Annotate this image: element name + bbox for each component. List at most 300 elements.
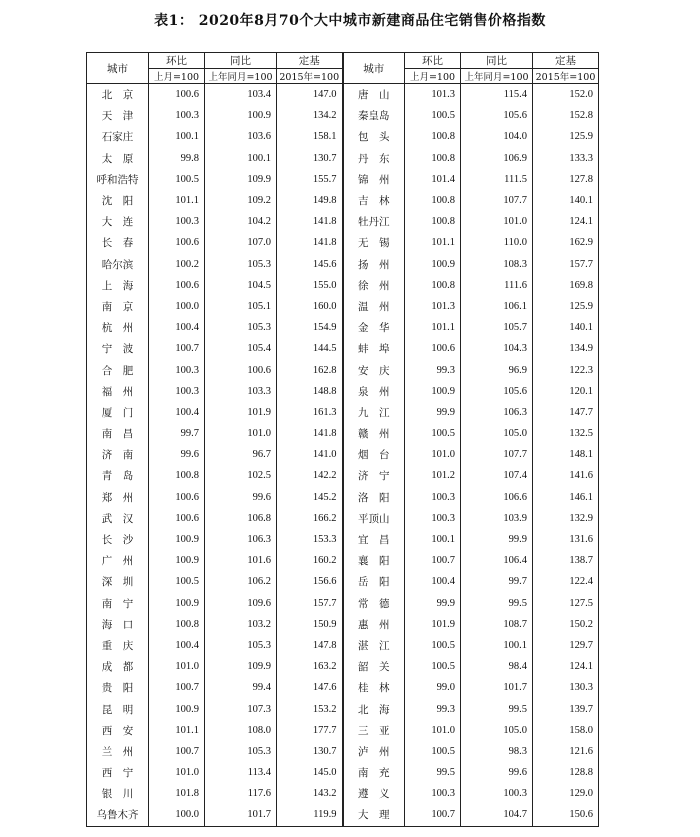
cell-yoy-left: 100.1 (205, 148, 277, 169)
cell-mom-right: 100.4 (405, 571, 461, 592)
cell-base-right: 131.6 (533, 529, 599, 550)
cell-mom-left: 101.8 (149, 783, 205, 804)
header-mom-sub-right: 上月=100 (405, 69, 461, 84)
cell-yoy-left: 105.4 (205, 338, 277, 359)
cell-mom-right: 100.9 (405, 254, 461, 275)
table-row (87, 465, 599, 486)
cell-mom-left: 100.3 (149, 211, 205, 232)
cell-mom-right: 100.8 (405, 126, 461, 147)
cell-mom-left: 100.8 (149, 465, 205, 486)
cell-yoy-left: 109.2 (205, 190, 277, 211)
cell-mom-right: 99.9 (405, 402, 461, 423)
table-row (87, 402, 599, 423)
cell-city-left: 长 春 (87, 232, 149, 253)
cell-base-right: 139.7 (533, 698, 599, 719)
cell-city-left: 济 南 (87, 444, 149, 465)
cell-yoy-right: 106.3 (461, 402, 533, 423)
cell-city-right: 泉 州 (343, 381, 405, 402)
cell-yoy-right: 105.7 (461, 317, 533, 338)
cell-base-right: 158.0 (533, 720, 599, 741)
cell-base-left: 157.7 (277, 593, 343, 614)
cell-city-left: 宁 波 (87, 338, 149, 359)
cell-yoy-left: 108.0 (205, 720, 277, 741)
cell-city-left: 上 海 (87, 275, 149, 296)
cell-yoy-left: 109.6 (205, 593, 277, 614)
cell-mom-right: 101.0 (405, 720, 461, 741)
cell-mom-left: 100.9 (149, 529, 205, 550)
cell-mom-left: 100.7 (149, 741, 205, 762)
cell-yoy-right: 96.9 (461, 359, 533, 380)
cell-base-right: 122.4 (533, 571, 599, 592)
cell-yoy-right: 99.9 (461, 529, 533, 550)
cell-city-right: 无 锡 (343, 232, 405, 253)
cell-yoy-right: 107.7 (461, 190, 533, 211)
cell-city-left: 银 川 (87, 783, 149, 804)
cell-base-left: 145.2 (277, 487, 343, 508)
cell-city-left: 乌鲁木齐 (87, 804, 149, 826)
cell-mom-right: 100.3 (405, 783, 461, 804)
table-row (87, 317, 599, 338)
cell-base-left: 130.7 (277, 148, 343, 169)
cell-yoy-right: 106.9 (461, 148, 533, 169)
cell-yoy-right: 105.6 (461, 381, 533, 402)
cell-city-left: 石家庄 (87, 126, 149, 147)
cell-yoy-right: 107.7 (461, 444, 533, 465)
cell-base-left: 153.3 (277, 529, 343, 550)
cell-mom-right: 100.7 (405, 550, 461, 571)
cell-city-right: 包 头 (343, 126, 405, 147)
cell-yoy-left: 101.6 (205, 550, 277, 571)
cell-city-right: 安 庆 (343, 359, 405, 380)
cell-base-left: 119.9 (277, 804, 343, 826)
cell-yoy-right: 105.6 (461, 105, 533, 126)
cell-mom-right: 99.3 (405, 359, 461, 380)
cell-city-left: 郑 州 (87, 487, 149, 508)
cell-city-left: 长 沙 (87, 529, 149, 550)
cell-yoy-right: 99.7 (461, 571, 533, 592)
cell-base-right: 122.3 (533, 359, 599, 380)
cell-city-left: 合 肥 (87, 359, 149, 380)
cell-city-left: 大 连 (87, 211, 149, 232)
cell-city-right: 韶 关 (343, 656, 405, 677)
cell-city-right: 南 充 (343, 762, 405, 783)
cell-mom-right: 100.5 (405, 635, 461, 656)
cell-mom-left: 100.8 (149, 614, 205, 635)
cell-mom-left: 100.6 (149, 275, 205, 296)
cell-city-left: 广 州 (87, 550, 149, 571)
cell-yoy-left: 106.2 (205, 571, 277, 592)
cell-city-right: 宜 昌 (343, 529, 405, 550)
cell-city-left: 西 安 (87, 720, 149, 741)
cell-city-right: 九 江 (343, 402, 405, 423)
cell-city-right: 徐 州 (343, 275, 405, 296)
table-row (87, 84, 599, 106)
cell-city-right: 唐 山 (343, 84, 405, 106)
cell-base-right: 128.8 (533, 762, 599, 783)
cell-base-right: 127.5 (533, 593, 599, 614)
cell-base-right: 162.9 (533, 232, 599, 253)
cell-yoy-left: 103.2 (205, 614, 277, 635)
cell-city-right: 锦 州 (343, 169, 405, 190)
cell-city-right: 秦皇岛 (343, 105, 405, 126)
cell-city-left: 沈 阳 (87, 190, 149, 211)
cell-mom-right: 101.1 (405, 232, 461, 253)
cell-mom-left: 101.1 (149, 720, 205, 741)
cell-base-left: 141.0 (277, 444, 343, 465)
cell-yoy-right: 111.6 (461, 275, 533, 296)
cell-yoy-left: 103.6 (205, 126, 277, 147)
cell-mom-left: 99.8 (149, 148, 205, 169)
cell-city-right: 遵 义 (343, 783, 405, 804)
table-row (87, 635, 599, 656)
cell-city-left: 深 圳 (87, 571, 149, 592)
table-row (87, 804, 599, 826)
cell-mom-left: 100.9 (149, 550, 205, 571)
cell-yoy-right: 104.0 (461, 126, 533, 147)
cell-mom-right: 100.8 (405, 148, 461, 169)
cell-city-left: 武 汉 (87, 508, 149, 529)
cell-mom-left: 100.4 (149, 635, 205, 656)
cell-mom-left: 100.4 (149, 402, 205, 423)
cell-mom-left: 100.9 (149, 593, 205, 614)
cell-base-left: 149.8 (277, 190, 343, 211)
cell-mom-right: 100.5 (405, 423, 461, 444)
header-yoy-sub-right: 上年同月=100 (461, 69, 533, 84)
cell-city-right: 蚌 埠 (343, 338, 405, 359)
cell-city-right: 烟 台 (343, 444, 405, 465)
cell-mom-right: 101.3 (405, 296, 461, 317)
cell-city-right: 北 海 (343, 698, 405, 719)
table-row (87, 762, 599, 783)
cell-city-right: 襄 阳 (343, 550, 405, 571)
cell-yoy-left: 106.3 (205, 529, 277, 550)
cell-mom-right: 101.1 (405, 317, 461, 338)
cell-city-right: 常 德 (343, 593, 405, 614)
cell-yoy-left: 105.3 (205, 741, 277, 762)
cell-yoy-left: 109.9 (205, 656, 277, 677)
cell-base-right: 138.7 (533, 550, 599, 571)
cell-city-right: 扬 州 (343, 254, 405, 275)
cell-mom-right: 100.8 (405, 190, 461, 211)
cell-yoy-left: 102.5 (205, 465, 277, 486)
cell-base-right: 148.1 (533, 444, 599, 465)
cell-mom-left: 100.5 (149, 169, 205, 190)
cell-mom-right: 101.4 (405, 169, 461, 190)
table-row (87, 254, 599, 275)
cell-mom-right: 101.0 (405, 444, 461, 465)
cell-yoy-right: 103.9 (461, 508, 533, 529)
cell-yoy-left: 100.9 (205, 105, 277, 126)
cell-yoy-right: 105.0 (461, 423, 533, 444)
cell-base-left: 155.7 (277, 169, 343, 190)
cell-base-left: 148.8 (277, 381, 343, 402)
cell-mom-right: 100.3 (405, 487, 461, 508)
cell-mom-right: 100.3 (405, 508, 461, 529)
cell-base-right: 147.7 (533, 402, 599, 423)
cell-yoy-left: 105.3 (205, 635, 277, 656)
cell-base-left: 162.8 (277, 359, 343, 380)
cell-city-right: 平顶山 (343, 508, 405, 529)
table-row (87, 275, 599, 296)
header-base-left: 定基 (277, 53, 343, 69)
cell-mom-left: 101.0 (149, 762, 205, 783)
cell-yoy-right: 100.1 (461, 635, 533, 656)
cell-city-left: 哈尔滨 (87, 254, 149, 275)
table-row (87, 741, 599, 762)
cell-base-left: 161.3 (277, 402, 343, 423)
cell-yoy-left: 101.0 (205, 423, 277, 444)
cell-yoy-right: 108.7 (461, 614, 533, 635)
cell-base-left: 154.9 (277, 317, 343, 338)
table-row (87, 359, 599, 380)
cell-base-left: 130.7 (277, 741, 343, 762)
cell-yoy-right: 101.0 (461, 211, 533, 232)
header-city-left: 城市 (87, 53, 149, 84)
cell-mom-right: 101.9 (405, 614, 461, 635)
cell-base-right: 146.1 (533, 487, 599, 508)
cell-base-left: 141.8 (277, 211, 343, 232)
cell-yoy-left: 96.7 (205, 444, 277, 465)
cell-yoy-right: 111.5 (461, 169, 533, 190)
cell-city-left: 厦 门 (87, 402, 149, 423)
cell-yoy-right: 106.6 (461, 487, 533, 508)
cell-mom-left: 100.6 (149, 508, 205, 529)
table-row (87, 593, 599, 614)
header-yoy-left: 同比 (205, 53, 277, 69)
cell-yoy-left: 109.9 (205, 169, 277, 190)
cell-yoy-left: 100.6 (205, 359, 277, 380)
cell-yoy-left: 103.3 (205, 381, 277, 402)
cell-city-left: 福 州 (87, 381, 149, 402)
cell-base-left: 144.5 (277, 338, 343, 359)
cell-base-right: 152.0 (533, 84, 599, 106)
cell-base-right: 140.1 (533, 190, 599, 211)
cell-base-left: 143.2 (277, 783, 343, 804)
table-row (87, 720, 599, 741)
cell-yoy-left: 106.8 (205, 508, 277, 529)
cell-mom-left: 100.6 (149, 487, 205, 508)
header-base-right: 定基 (533, 53, 599, 69)
header-yoy-sub-left: 上年同月=100 (205, 69, 277, 84)
cell-city-right: 济 宁 (343, 465, 405, 486)
cell-city-left: 贵 阳 (87, 677, 149, 698)
table-row (87, 423, 599, 444)
cell-city-right: 金 华 (343, 317, 405, 338)
cell-mom-left: 100.6 (149, 232, 205, 253)
cell-base-right: 124.1 (533, 211, 599, 232)
cell-city-left: 南 昌 (87, 423, 149, 444)
cell-yoy-right: 104.7 (461, 804, 533, 826)
cell-base-right: 132.5 (533, 423, 599, 444)
cell-city-left: 南 宁 (87, 593, 149, 614)
cell-base-right: 152.8 (533, 105, 599, 126)
cell-mom-left: 100.7 (149, 677, 205, 698)
table-row (87, 296, 599, 317)
table-row (87, 169, 599, 190)
table-row (87, 677, 599, 698)
cell-yoy-right: 98.4 (461, 656, 533, 677)
cell-city-right: 大 理 (343, 804, 405, 826)
cell-base-left: 160.0 (277, 296, 343, 317)
header-yoy-right: 同比 (461, 53, 533, 69)
cell-city-left: 天 津 (87, 105, 149, 126)
cell-base-right: 150.2 (533, 614, 599, 635)
table-row (87, 105, 599, 126)
cell-mom-right: 100.7 (405, 804, 461, 826)
cell-yoy-right: 106.1 (461, 296, 533, 317)
table-row (87, 148, 599, 169)
cell-mom-right: 99.3 (405, 698, 461, 719)
cell-yoy-left: 105.1 (205, 296, 277, 317)
cell-yoy-left: 105.3 (205, 254, 277, 275)
cell-yoy-right: 115.4 (461, 84, 533, 106)
cell-base-left: 134.2 (277, 105, 343, 126)
cell-mom-left: 100.0 (149, 804, 205, 826)
cell-yoy-left: 99.4 (205, 677, 277, 698)
cell-city-right: 牡丹江 (343, 211, 405, 232)
cell-city-left: 兰 州 (87, 741, 149, 762)
cell-mom-left: 100.0 (149, 296, 205, 317)
table-row (87, 338, 599, 359)
cell-city-left: 海 口 (87, 614, 149, 635)
cell-base-right: 125.9 (533, 296, 599, 317)
table-row (87, 656, 599, 677)
table-row (87, 508, 599, 529)
cell-city-left: 呼和浩特 (87, 169, 149, 190)
cell-city-left: 北 京 (87, 84, 149, 106)
cell-base-left: 147.6 (277, 677, 343, 698)
table-row (87, 381, 599, 402)
cell-mom-left: 100.9 (149, 698, 205, 719)
header-mom-sub-left: 上月=100 (149, 69, 205, 84)
cell-mom-left: 100.1 (149, 126, 205, 147)
cell-base-left: 166.2 (277, 508, 343, 529)
cell-city-right: 桂 林 (343, 677, 405, 698)
table-row (87, 614, 599, 635)
cell-yoy-right: 98.3 (461, 741, 533, 762)
cell-mom-left: 101.0 (149, 656, 205, 677)
cell-base-right: 150.6 (533, 804, 599, 826)
table-row (87, 444, 599, 465)
table-row (87, 211, 599, 232)
cell-base-right: 120.1 (533, 381, 599, 402)
cell-base-left: 160.2 (277, 550, 343, 571)
cell-city-left: 南 京 (87, 296, 149, 317)
table-row (87, 487, 599, 508)
cell-yoy-right: 99.6 (461, 762, 533, 783)
cell-yoy-right: 107.4 (461, 465, 533, 486)
cell-base-right: 129.0 (533, 783, 599, 804)
cell-base-right: 140.1 (533, 317, 599, 338)
table-title: 表1： 2020年8月70个大中城市新建商品住宅销售价格指数 (154, 13, 546, 29)
cell-mom-right: 101.2 (405, 465, 461, 486)
cell-mom-left: 100.5 (149, 571, 205, 592)
cell-mom-left: 100.7 (149, 338, 205, 359)
cell-mom-right: 99.0 (405, 677, 461, 698)
cell-mom-right: 99.9 (405, 593, 461, 614)
table-row (87, 126, 599, 147)
header-base-sub-left: 2015年=100 (277, 69, 343, 84)
cell-base-right: 124.1 (533, 656, 599, 677)
header-mom-right: 环比 (405, 53, 461, 69)
cell-yoy-left: 99.6 (205, 487, 277, 508)
cell-base-right: 169.8 (533, 275, 599, 296)
cell-city-left: 重 庆 (87, 635, 149, 656)
cell-base-right: 121.6 (533, 741, 599, 762)
cell-city-left: 昆 明 (87, 698, 149, 719)
cell-base-left: 141.8 (277, 423, 343, 444)
cell-city-right: 赣 州 (343, 423, 405, 444)
cell-base-right: 129.7 (533, 635, 599, 656)
header-mom-left: 环比 (149, 53, 205, 69)
price-index-table (86, 52, 599, 827)
cell-yoy-right: 99.5 (461, 593, 533, 614)
cell-city-left: 青 岛 (87, 465, 149, 486)
cell-mom-right: 100.5 (405, 741, 461, 762)
cell-mom-right: 100.8 (405, 275, 461, 296)
cell-yoy-right: 104.3 (461, 338, 533, 359)
table-row (87, 783, 599, 804)
cell-mom-left: 100.3 (149, 105, 205, 126)
cell-city-right: 洛 阳 (343, 487, 405, 508)
cell-city-right: 湛 江 (343, 635, 405, 656)
cell-base-left: 177.7 (277, 720, 343, 741)
cell-city-left: 杭 州 (87, 317, 149, 338)
cell-yoy-left: 103.4 (205, 84, 277, 106)
cell-mom-right: 100.1 (405, 529, 461, 550)
cell-base-right: 132.9 (533, 508, 599, 529)
cell-base-left: 153.2 (277, 698, 343, 719)
table-row (87, 190, 599, 211)
cell-yoy-left: 107.0 (205, 232, 277, 253)
cell-yoy-right: 110.0 (461, 232, 533, 253)
table-row (87, 232, 599, 253)
cell-city-left: 太 原 (87, 148, 149, 169)
cell-mom-left: 100.2 (149, 254, 205, 275)
cell-yoy-right: 108.3 (461, 254, 533, 275)
cell-mom-left: 100.3 (149, 359, 205, 380)
cell-base-left: 155.0 (277, 275, 343, 296)
cell-yoy-right: 100.3 (461, 783, 533, 804)
cell-base-left: 147.8 (277, 635, 343, 656)
header-base-sub-right: 2015年=100 (533, 69, 599, 84)
cell-base-right: 134.9 (533, 338, 599, 359)
cell-base-left: 145.6 (277, 254, 343, 275)
cell-yoy-left: 101.7 (205, 804, 277, 826)
cell-base-left: 145.0 (277, 762, 343, 783)
table-row (87, 529, 599, 550)
cell-base-left: 156.6 (277, 571, 343, 592)
cell-mom-right: 99.5 (405, 762, 461, 783)
cell-yoy-left: 104.5 (205, 275, 277, 296)
cell-base-left: 142.2 (277, 465, 343, 486)
cell-yoy-right: 101.7 (461, 677, 533, 698)
cell-yoy-right: 106.4 (461, 550, 533, 571)
cell-base-right: 157.7 (533, 254, 599, 275)
cell-base-right: 127.8 (533, 169, 599, 190)
cell-mom-right: 100.9 (405, 381, 461, 402)
cell-yoy-left: 107.3 (205, 698, 277, 719)
cell-city-right: 岳 阳 (343, 571, 405, 592)
cell-city-left: 西 宁 (87, 762, 149, 783)
cell-mom-left: 100.3 (149, 381, 205, 402)
cell-mom-left: 100.6 (149, 84, 205, 106)
cell-mom-right: 100.6 (405, 338, 461, 359)
table-row (87, 698, 599, 719)
cell-base-left: 158.1 (277, 126, 343, 147)
cell-yoy-right: 105.0 (461, 720, 533, 741)
cell-yoy-right: 99.5 (461, 698, 533, 719)
